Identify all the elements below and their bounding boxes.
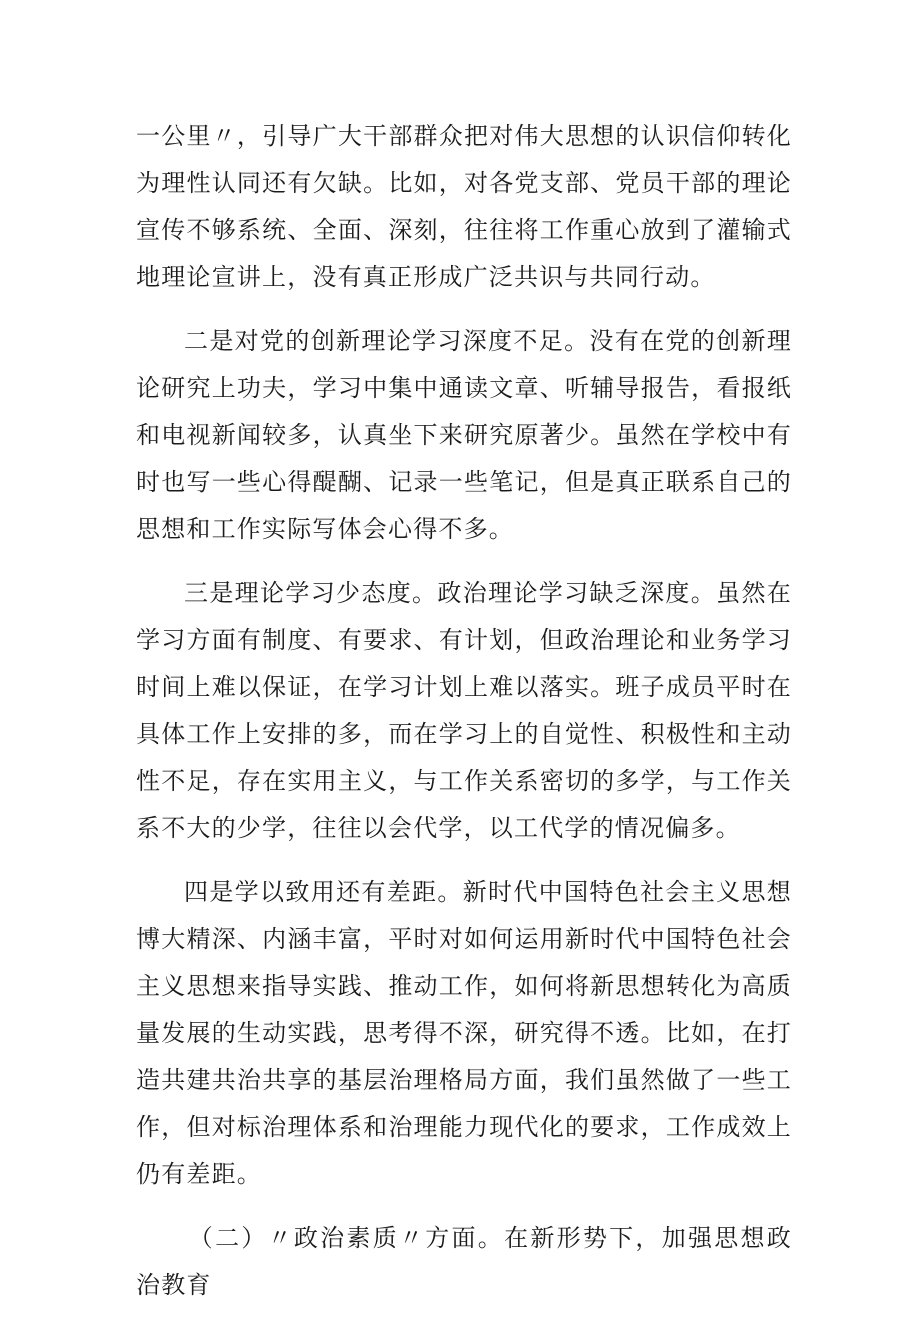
section-heading-political-quality: （二）〃政治素质〃方面。在新形势下，加强思想政治教育 bbox=[136, 1224, 792, 1299]
document-body bbox=[136, 113, 792, 1326]
paragraph-continuation: 一公里〃，引导广大干部群众把对伟大思想的认识信仰转化为理性认同还有欠缺。比如，对各党支部、党员干部的理论宣传不够系统、全面、深刻，往往将工作重心放到了灌输式地理论宣讲上，没有真正形成广泛共识与共同行动。 bbox=[136, 122, 792, 291]
paragraph-point-three: 三是理论学习少态度。政治理论学习缺乏深度。虽然在学习方面有制度、有要求、有计划，但政治理论和业务学习时间上难以保证，在学习计划上难以落实。班子成员平时在具体工作上安排的多，而在学习上的自觉性、积极性和主动性不足，存在实用主义，与工作关系密切的多学，与工作关系不大的少学，往往以会代学，以工代学的情况偏多。 bbox=[136, 579, 792, 842]
paragraph-point-two: 二是对党的创新理论学习深度不足。没有在党的创新理论研究上功夫，学习中集中通读文章、听辅导报告，看报纸和电视新闻较多，认真坐下来研究原著少。虽然在学校中有时也写一些心得醍醐、记录一些笔记，但是真正联系自己的思想和工作实际写体会心得不多。 bbox=[136, 327, 792, 543]
paragraph-point-four: 四是学以致用还有差距。新时代中国特色社会主义思想博大精深、内涵丰富，平时对如何运用新时代中国特色社会主义思想来指导实践、推动工作，如何将新思想转化为高质量发展的生动实践，思考得不深，研究得不透。比如，在打造共建共治共享的基层治理格局方面，我们虽然做了一些工作，但对标治理体系和治理能力现代化的要求，工作成效上仍有差距。 bbox=[136, 878, 792, 1188]
